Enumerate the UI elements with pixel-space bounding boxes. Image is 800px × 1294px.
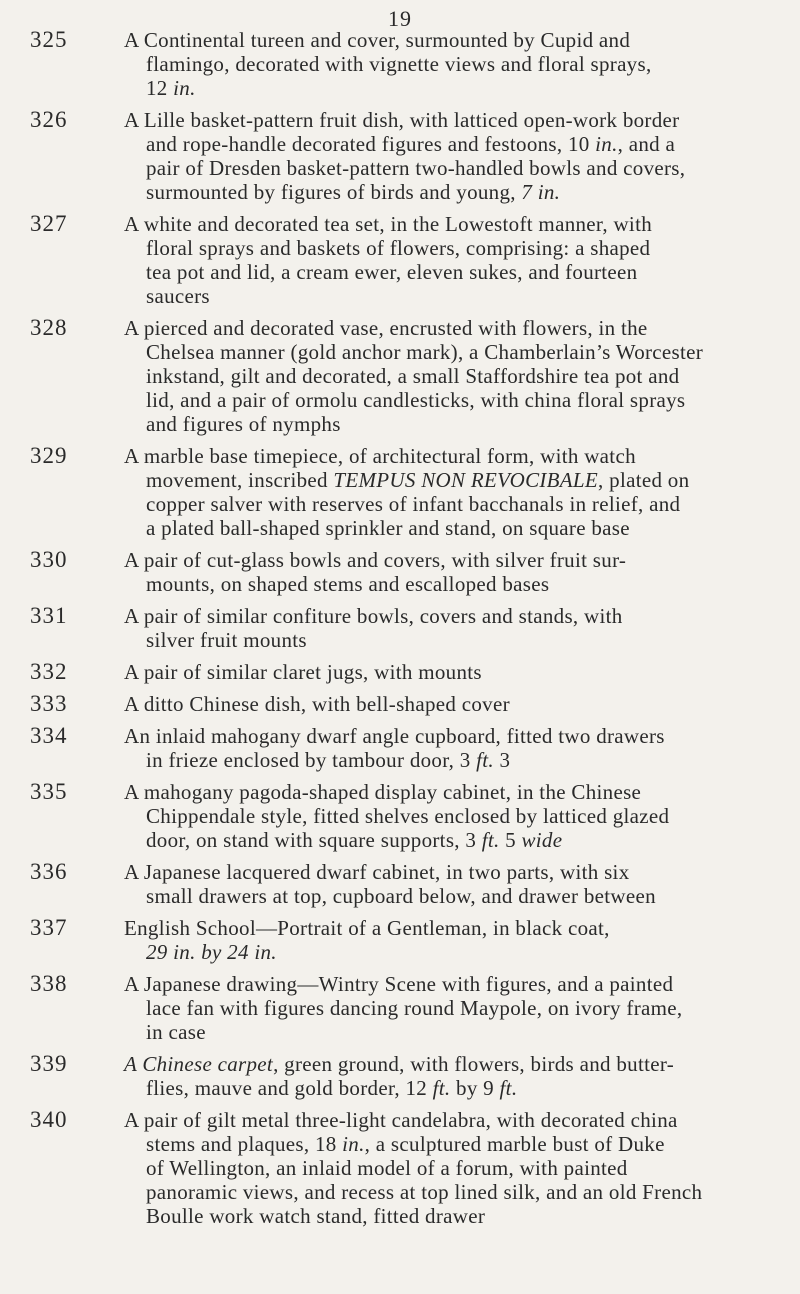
- catalogue-entry: [0, 692, 800, 716]
- text-segment: A pair of similar confiture bowls, covers and stands, with: [124, 604, 623, 628]
- text-segment: lid, and a pair of ormolu candlesticks, with china floral sprays: [146, 388, 686, 412]
- catalogue-entry: [0, 780, 800, 852]
- description-line: [124, 604, 772, 628]
- lot-number: 336: [30, 859, 68, 884]
- description-line: [124, 940, 772, 964]
- text-segment: surmounted by figures of birds and young,: [146, 180, 522, 204]
- description-line: [124, 780, 772, 804]
- text-segment: small drawers at top, cupboard below, and drawer between: [146, 884, 656, 908]
- description-line: [124, 364, 772, 388]
- text-segment: A mahogany pagoda-shaped display cabinet, in the Chinese: [124, 780, 642, 804]
- description-line: [124, 572, 772, 596]
- text-segment: A Continental tureen and cover, surmounted by Cupid and: [124, 28, 631, 52]
- description-line: [124, 884, 772, 908]
- text-segment: flies, mauve and gold border, 12: [146, 1076, 433, 1100]
- description-line: [124, 340, 772, 364]
- description-line: [124, 388, 772, 412]
- catalogue-entries: [0, 28, 800, 1228]
- text-segment: ft.: [499, 1076, 518, 1100]
- description-line: [124, 76, 772, 100]
- catalogue-entry: [0, 916, 800, 964]
- description-line: [124, 860, 772, 884]
- lot-description: [122, 444, 772, 540]
- lot-description: [122, 972, 772, 1044]
- text-segment: TEMPUS NON REVOCIBALE: [333, 468, 599, 492]
- text-segment: mounts, on shaped stems and escalloped bases: [146, 572, 550, 596]
- catalogue-entry: [0, 604, 800, 652]
- description-line: [124, 236, 772, 260]
- description-line: [124, 1076, 772, 1100]
- text-segment: Chinese carpet: [142, 1052, 274, 1076]
- text-segment: copper salver with reserves of infant bacchanals in relief, and: [146, 492, 681, 516]
- catalogue-entry: [0, 28, 800, 100]
- text-segment: floral sprays and baskets of flowers, comprising: a shaped: [146, 236, 651, 260]
- text-segment: A pierced and decorated vase, encrusted with flowers, in the: [124, 316, 648, 340]
- text-segment: A Lille basket-pattern fruit dish, with latticed open-work border: [124, 108, 680, 132]
- lot-number: 327: [30, 211, 68, 236]
- lot-description: [122, 604, 772, 652]
- lot-number: 325: [30, 27, 68, 52]
- text-segment: Chippendale style, fitted shelves enclosed by latticed glazed: [146, 804, 670, 828]
- description-line: [124, 548, 772, 572]
- lot-description: [122, 660, 772, 684]
- text-segment: pair of Dresden basket-pattern two-handled bowls and covers,: [146, 156, 686, 180]
- lot-number: 338: [30, 971, 68, 996]
- text-segment: movement, inscribed: [146, 468, 334, 492]
- text-segment: Boulle work watch stand, fitted drawer: [146, 1204, 486, 1228]
- text-segment: 3: [493, 748, 511, 772]
- description-line: [124, 724, 772, 748]
- text-segment: and rope-handle decorated figures and festoons, 10: [146, 132, 596, 156]
- text-segment: panoramic views, and recess at top lined silk, and an old French: [146, 1180, 703, 1204]
- text-segment: inkstand, gilt and decorated, a small Staffordshire tea pot and: [146, 364, 680, 388]
- description-line: [124, 1020, 772, 1044]
- catalogue-entry: [0, 1052, 800, 1100]
- description-line: [124, 916, 772, 940]
- catalogue-entry: [0, 972, 800, 1044]
- text-segment: ft.: [481, 828, 500, 852]
- text-segment: of Wellington, an inlaid model of a forum, with painted: [146, 1156, 628, 1180]
- text-segment: 29: [146, 940, 174, 964]
- text-segment: 5: [499, 828, 522, 852]
- lot-description: [122, 692, 772, 716]
- catalogue-entry: [0, 108, 800, 204]
- description-line: [124, 748, 772, 772]
- text-segment: silver fruit mounts: [146, 628, 307, 652]
- lot-description: [122, 548, 772, 596]
- description-line: [124, 132, 772, 156]
- lot-number: 335: [30, 779, 68, 804]
- lot-description: [122, 1108, 772, 1228]
- text-segment: A ditto Chinese dish, with bell-shaped cover: [124, 692, 510, 716]
- lot-number: 337: [30, 915, 68, 940]
- lot-number: 326: [30, 107, 68, 132]
- description-line: [124, 1204, 772, 1228]
- text-segment: Chelsea manner (gold anchor mark), a Chamberlain’s Worcester: [146, 340, 704, 364]
- text-segment: in.: [254, 940, 277, 964]
- description-line: [124, 1132, 772, 1156]
- lot-number: 328: [30, 315, 68, 340]
- lot-number: 334: [30, 723, 68, 748]
- text-segment: a plated ball-shaped sprinkler and stand, on square base: [146, 516, 630, 540]
- description-line: [124, 156, 772, 180]
- text-segment: 7 in.: [521, 180, 561, 204]
- text-segment: in.: [342, 1132, 365, 1156]
- text-segment: lace fan with figures dancing round Maypole, on ivory frame,: [146, 996, 683, 1020]
- text-segment: A Japanese lacquered dwarf cabinet, in two parts, with six: [124, 860, 630, 884]
- lot-description: [122, 724, 772, 772]
- lot-number: 340: [30, 1107, 68, 1132]
- text-segment: A pair of similar claret jugs, with mounts: [124, 660, 482, 684]
- text-segment: in case: [146, 1020, 206, 1044]
- catalogue-entry: [0, 1108, 800, 1228]
- text-segment: and figures of nymphs: [146, 412, 341, 436]
- description-line: [124, 444, 772, 468]
- text-segment: ft.: [476, 748, 494, 772]
- description-line: [124, 1180, 772, 1204]
- text-segment: 12: [146, 76, 174, 100]
- lot-number: 332: [30, 659, 68, 684]
- description-line: [124, 180, 772, 204]
- description-line: [124, 52, 772, 76]
- lot-description: [122, 316, 772, 436]
- text-segment: in.: [173, 76, 196, 100]
- description-line: [124, 996, 772, 1020]
- description-line: [124, 660, 772, 684]
- catalogue-entry: [0, 724, 800, 772]
- text-segment: in frieze enclosed by tambour door, 3: [146, 748, 477, 772]
- lot-number: 331: [30, 603, 68, 628]
- description-line: [124, 1156, 772, 1180]
- text-segment: by 9: [450, 1076, 500, 1100]
- lot-number: 329: [30, 443, 68, 468]
- text-segment: A marble base timepiece, of architectural form, with watch: [124, 444, 636, 468]
- text-segment: A pair of cut-glass bowls and covers, with silver fruit sur-: [124, 548, 627, 572]
- text-segment: English School—Portrait of a Gentleman, in black coat,: [124, 916, 610, 940]
- description-line: [124, 316, 772, 340]
- text-segment: , green ground, with flowers, birds and butter-: [273, 1052, 674, 1076]
- text-segment: saucers: [146, 284, 210, 308]
- text-segment: , and a: [617, 132, 676, 156]
- description-line: [124, 108, 772, 132]
- description-line: [124, 260, 772, 284]
- text-segment: A white and decorated tea set, in the Lowestoft manner, with: [124, 212, 652, 236]
- text-segment: , plated on: [598, 468, 690, 492]
- description-line: [124, 212, 772, 236]
- description-line: [124, 468, 772, 492]
- catalogue-entry: [0, 444, 800, 540]
- description-line: [124, 804, 772, 828]
- text-segment: A pair of gilt metal three-light candelabra, with decorated china: [124, 1108, 678, 1132]
- text-segment: An inlaid mahogany dwarf angle cupboard, fitted two drawers: [124, 724, 665, 748]
- description-line: [124, 692, 772, 716]
- lot-number: 333: [30, 691, 68, 716]
- description-line: [124, 1052, 772, 1076]
- text-segment: in.: [173, 940, 196, 964]
- lot-description: [122, 28, 772, 100]
- catalogue-entry: [0, 860, 800, 908]
- lot-description: [122, 108, 772, 204]
- description-line: [124, 516, 772, 540]
- description-line: [124, 28, 772, 52]
- catalogue-entry: [0, 212, 800, 308]
- catalogue-entry: [0, 660, 800, 684]
- text-segment: A Japanese drawing—Wintry Scene with figures, and a painted: [124, 972, 674, 996]
- lot-description: [122, 916, 772, 964]
- lot-description: [122, 780, 772, 852]
- description-line: [124, 628, 772, 652]
- text-segment: door, on stand with square supports, 3: [146, 828, 482, 852]
- text-segment: by 24: [195, 940, 255, 964]
- lot-number: 339: [30, 1051, 68, 1076]
- catalogue-entry: [0, 548, 800, 596]
- description-line: [124, 972, 772, 996]
- page-number: 19: [388, 6, 412, 31]
- text-segment: in.: [595, 132, 618, 156]
- text-segment: , a sculptured marble bust of Duke: [364, 1132, 665, 1156]
- lot-description: [122, 860, 772, 908]
- description-line: [124, 1108, 772, 1132]
- text-segment: wide: [521, 828, 563, 852]
- text-segment: A: [124, 1052, 143, 1076]
- text-segment: flamingo, decorated with vignette views and floral sprays,: [146, 52, 652, 76]
- catalogue-entry: [0, 316, 800, 436]
- description-line: [124, 828, 772, 852]
- description-line: [124, 492, 772, 516]
- description-line: [124, 284, 772, 308]
- text-segment: tea pot and lid, a cream ewer, eleven sukes, and fourteen: [146, 260, 638, 284]
- text-segment: ft.: [432, 1076, 451, 1100]
- lot-description: [122, 212, 772, 308]
- lot-number: 330: [30, 547, 68, 572]
- description-line: [124, 412, 772, 436]
- lot-description: [122, 1052, 772, 1100]
- text-segment: stems and plaques, 18: [146, 1132, 343, 1156]
